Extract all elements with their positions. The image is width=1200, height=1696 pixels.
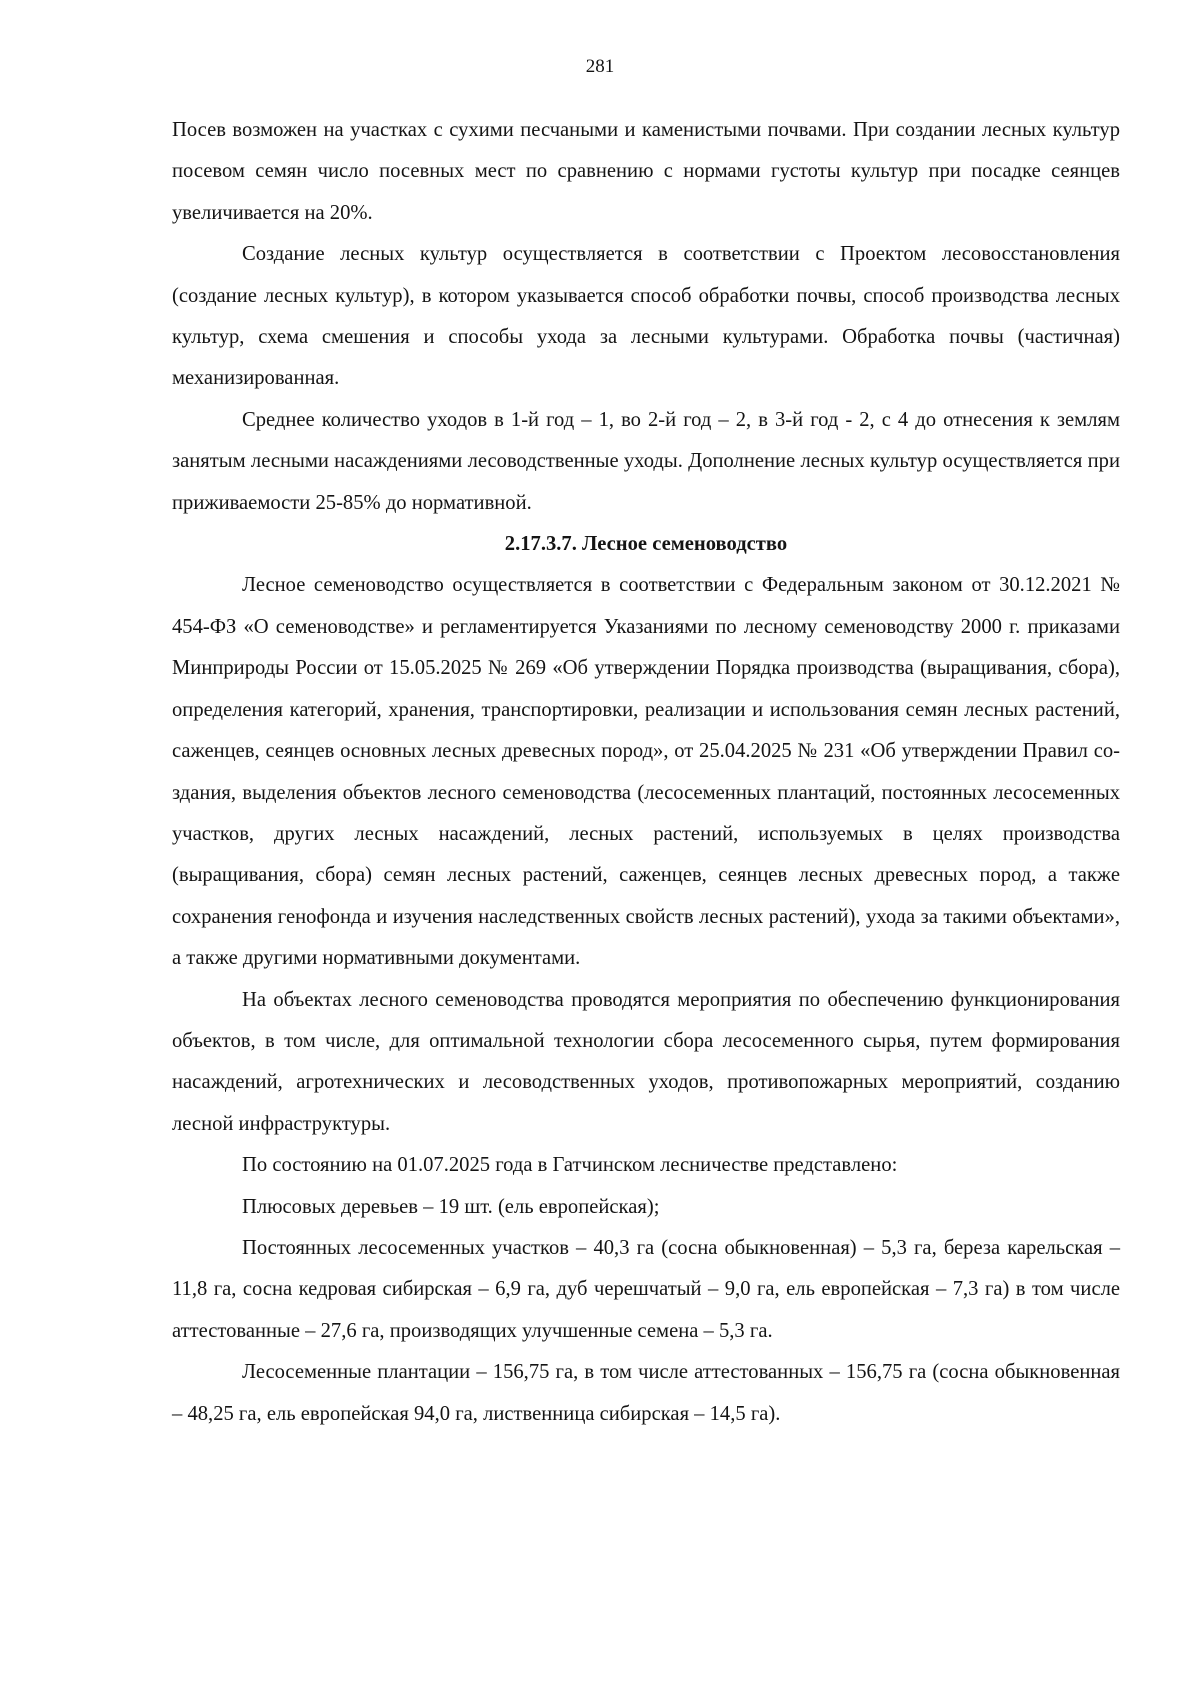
paragraph-seed-law: Лесное семеноводство осуществляется в соответствии с Федеральным законом от 30.12.2021 № 454-ФЗ «О семеноводстве» и регламентируется Указаниями по лесному семеноводству 2000 г. приказами Минприроды России от 15.05.2025 № 269 «Об утверждении Порядка производства (выращивания, сбора), определения категорий, хранения, транспортировки, реализации и использования семян лесных растений, саженцев, сеянцев основных лесных древесных пород», от 25.04.2025 № 231 «Об утверждении Правил создания, выделения объектов лесного семеноводства (лесосеменных плантаций, постоянных лесосеменных участков, других лесных насаждений, лесных растений, используемых в целях производства (выращивания, сбора) семян лесных растений, саженцев, сеянцев лесных древесных пород, а также сохранения генофонда и изучения наследственных свойств лесных растений), ухода за такими объектами», а также другими нормативными документами. [172,574,1120,970]
paragraph-seed-objects: На объектах лесного семеноводства проводятся мероприятия по обеспечению функционирования объектов, в том числе, для оптимальной технологии сбора лесосеменного сырья, путем формирования насаждений, агротехнических и лесоводственных уходов, противопожарных мероприятий, созданию лесной инфраструктуры. [172,988,1120,1135]
page-number: 281 [585,56,615,77]
paragraph-status-date: По состоянию на 01.07.2025 года в Гатчинском лесничестве представлено: [242,1154,898,1177]
section-heading: 2.17.3.7. Лесное семеноводство [504,533,788,556]
paragraph-forest-cultures-creation: Создание лесных культур осуществляется в соответствии с Проектом лесовосстановления (создание лесных культур), в котором указывается способ обработки почвы, способ производства лесных культур, схема смешения и способы ухода за лесными культурами. Обработка почвы (частичная) механизированная. [172,243,1120,390]
paragraph-sowing: Посев возможен на участках с сухими песчаными и каменистыми почвами. При создании лесных культур посевом семян число посевных мест по сравнению с нормами густоты культур при посадке сеянцев увеличивается на 20%. [172,119,1120,224]
paragraph-seed-plantations: Лесосеменные плантации – 156,75 га, в том числе аттестованных – 156,75 га (сосна обыкновенная – 48,25 га, ель европейская 94,0 га, лиственница сибирская – 14,5 га). [172,1361,1120,1425]
paragraph-care-count: Среднее количество уходов в 1-й год – 1, во 2-й год – 2, в 3-й год - 2, с 4 до отнесения к землям занятым лесными насаждениями лесоводственные уходы. Дополнение лесных культур осуществляется при приживаемости 25-85% до нормативной. [172,408,1120,514]
paragraph-plus-trees: Плюсовых деревьев – 19 шт. (ель европейская); [242,1195,660,1218]
document-body [172,110,1120,1435]
paragraph-permanent-plots: Постоянных лесосеменных участков – 40,3 га (сосна обыкновенная) – 5,3 га, береза карельская – 11,8 га, сосна кедровая сибирская – 6,9 га, дуб черешчатый – 9,0 га, ель европейская – 7,3 га) в том числе аттестованные – 27,6 га, производящих улучшенные семена – 5,3 га. [172,1236,1120,1342]
